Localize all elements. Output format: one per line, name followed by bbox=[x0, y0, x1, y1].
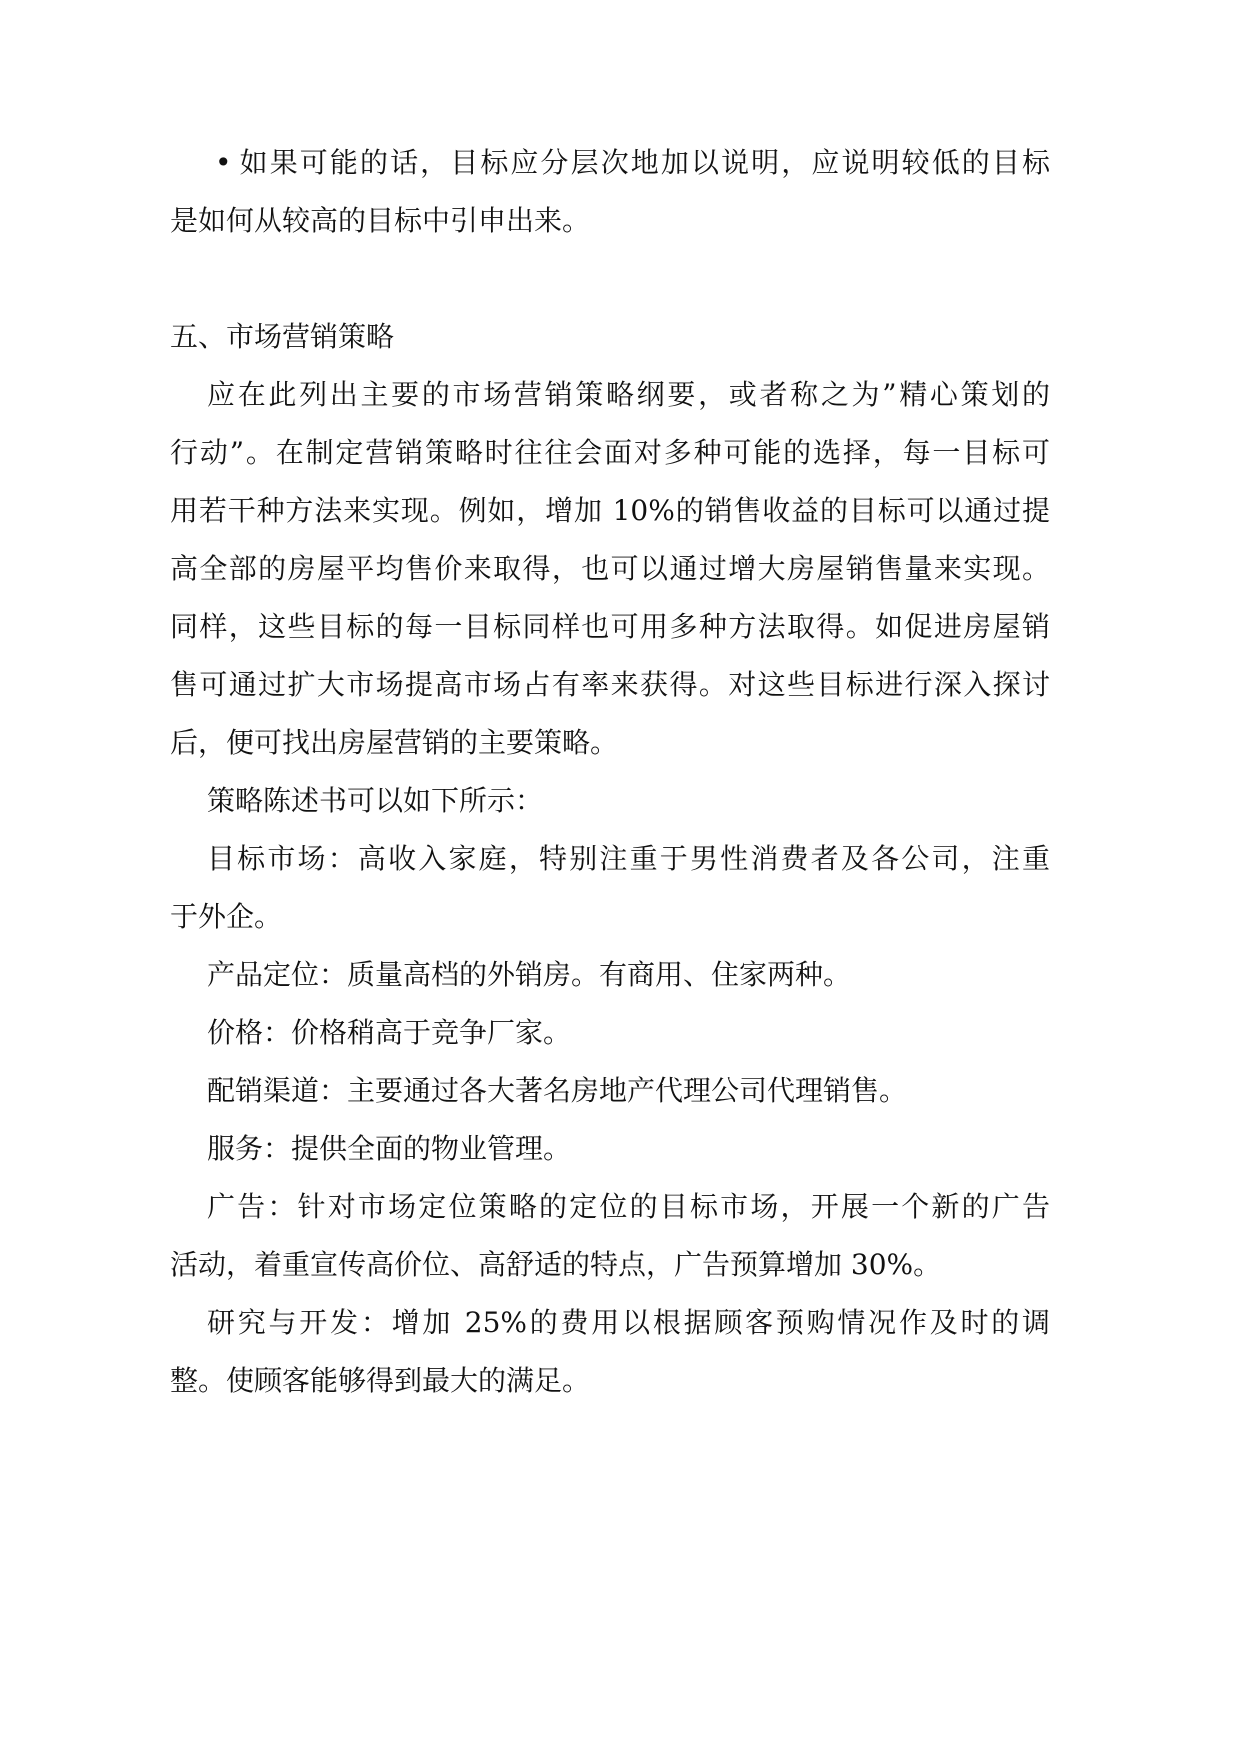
strategy-item-advertising: 广告：针对市场定位策略的定位的目标市场，开展一个新的广告 bbox=[207, 1190, 1050, 1223]
intro-paragraph-line: 用若干种方法来实现。例如，增加 10%的销售收益的目标可以通过提 bbox=[170, 494, 1050, 527]
blank-line bbox=[170, 250, 1050, 308]
intro-paragraph-line: 行动”。在制定营销策略时往往会面对多种可能的选择，每一目标可 bbox=[170, 436, 1050, 469]
strategy-item-price: 价格：价格稍高于竞争厂家。 bbox=[207, 1016, 572, 1049]
strategy-item-service: 服务：提供全面的物业管理。 bbox=[207, 1132, 572, 1165]
intro-paragraph-line: 同样，这些目标的每一目标同样也可用多种方法取得。如促进房屋销 bbox=[170, 610, 1050, 643]
intro-paragraph-line: 应在此列出主要的市场营销策略纲要，或者称之为”精心策划的 bbox=[207, 378, 1050, 411]
statement-lead: 策略陈述书可以如下所示： bbox=[207, 784, 544, 817]
bullet-paragraph-line: 是如何从较高的目标中引申出来。 bbox=[170, 204, 591, 237]
intro-paragraph-line: 售可通过扩大市场提高市场占有率来获得。对这些目标进行深入探讨 bbox=[170, 668, 1050, 701]
strategy-item-rnd-cont: 整。使顾客能够得到最大的满足。 bbox=[170, 1364, 591, 1397]
strategy-item-target-market: 目标市场：高收入家庭，特别注重于男性消费者及各公司，注重 bbox=[207, 842, 1050, 875]
strategy-item-rnd: 研究与开发：增加 25%的费用以根据顾客预购情况作及时的调 bbox=[207, 1306, 1050, 1339]
bullet-line-text: 如果可能的话，目标应分层次地加以说明，应说明较低的目标 bbox=[237, 146, 1050, 179]
document-body bbox=[170, 134, 1050, 1410]
bullet-marker: • bbox=[215, 146, 232, 179]
strategy-item-target-market-cont: 于外企。 bbox=[170, 900, 283, 933]
intro-paragraph-line: 高全部的房屋平均售价来取得，也可以通过增大房屋销售量来实现。 bbox=[170, 552, 1050, 585]
strategy-item-advertising-cont: 活动，着重宣传高价位、高舒适的特点，广告预算增加 30%。 bbox=[170, 1248, 942, 1281]
strategy-item-distribution: 配销渠道：主要通过各大著名房地产代理公司代理销售。 bbox=[207, 1074, 908, 1107]
section-heading: 五、市场营销策略 bbox=[170, 320, 395, 353]
strategy-item-positioning: 产品定位：质量高档的外销房。有商用、住家两种。 bbox=[207, 958, 852, 991]
bullet-paragraph-line bbox=[170, 134, 1050, 192]
intro-paragraph-line: 后，便可找出房屋营销的主要策略。 bbox=[170, 726, 619, 759]
